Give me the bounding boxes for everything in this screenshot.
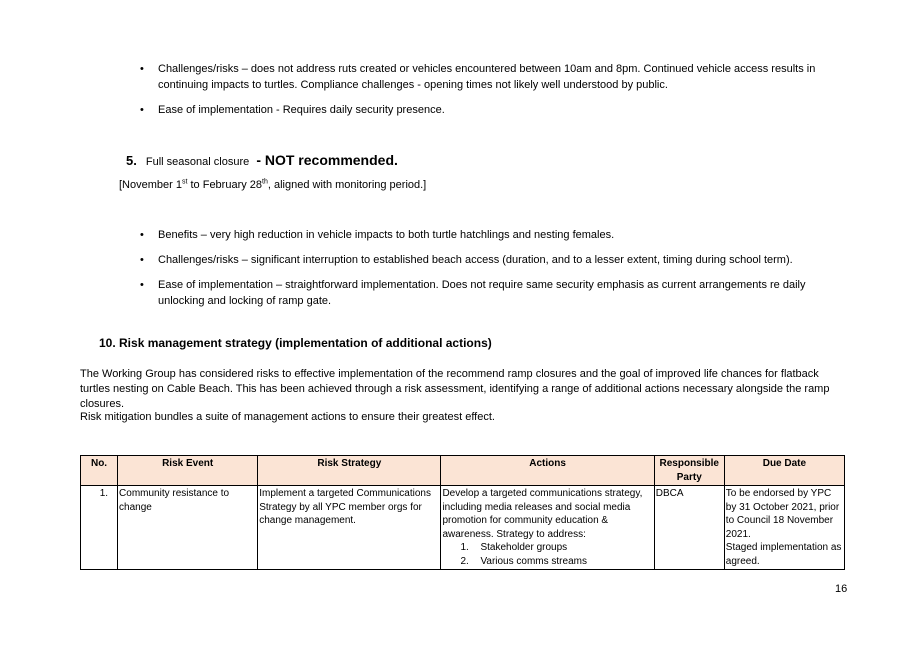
date-note: [November 1st to February 28th, aligned with monitoring period.] xyxy=(119,178,427,191)
column-header: Responsible Party xyxy=(654,456,724,486)
heading-emphasis: - NOT recommended. xyxy=(256,152,398,168)
column-header: Risk Strategy xyxy=(258,456,441,486)
actions-text: Develop a targeted communications strategy, including media releases and social media promotion for community education & awareness. Strategy to address: xyxy=(442,488,643,540)
bullet-dot-icon: • xyxy=(140,229,144,241)
table-row xyxy=(81,486,845,570)
bullet-item xyxy=(140,61,840,93)
bullet-item xyxy=(140,227,840,243)
cell-risk-strategy: Implement a targeted Communications Strategy by all YPC member orgs for change management. xyxy=(258,486,441,570)
table-header-row xyxy=(81,456,845,486)
bullet-list-top xyxy=(140,61,840,118)
section-paragraph: The Working Group has considered risks to effective implementation of the recommend ramp closures and the goal of improved life chances for flatback turtles nesting on Cable Beach. This has been achieved through a risk assessment, identifying a range of additional actions necessary alongside the ramp closures. xyxy=(80,368,830,410)
bullet-item xyxy=(140,252,840,268)
bullet-dot-icon: • xyxy=(140,254,144,266)
cell-no: 1. xyxy=(81,486,118,570)
heading-number: 5. xyxy=(126,153,137,168)
page-number: 16 xyxy=(835,583,848,595)
bullet-text: Ease of implementation - Requires daily security presence. xyxy=(158,104,445,116)
bullet-dot-icon: • xyxy=(140,279,144,291)
column-header: Actions xyxy=(441,456,654,486)
option-heading xyxy=(126,150,398,172)
heading-text: Full seasonal closure xyxy=(145,156,250,168)
bullet-text: Ease of implementation – straightforward implementation. Does not require same security emphasis as current arrangements re daily unlocking and locking of ramp gate. xyxy=(158,279,806,307)
bullet-text: Benefits – very high reduction in vehicle impacts to both turtle hatchlings and nesting females. xyxy=(158,229,615,241)
bullet-item xyxy=(140,277,840,309)
column-header: No. xyxy=(81,456,118,486)
bullet-dot-icon: • xyxy=(140,63,144,75)
list-item: 2. Various comms streams xyxy=(460,555,587,567)
bullet-item xyxy=(140,102,840,118)
actions-list xyxy=(442,541,652,568)
bullet-dot-icon: • xyxy=(140,104,144,116)
bullet-text: Challenges/risks – significant interruption to established beach access (duration, and to a lesser extent, timing during school term). xyxy=(158,254,793,266)
cell-due-date: To be endorsed by YPC by 31 October 2021, prior to Council 18 November 2021. Staged implementation as agreed. xyxy=(724,486,844,570)
list-item: 1. Stakeholder groups xyxy=(460,542,568,553)
cell-risk-event: Community resistance to change xyxy=(118,486,258,570)
column-header: Due Date xyxy=(724,456,844,486)
cell-actions xyxy=(441,486,654,570)
column-header: Risk Event xyxy=(118,456,258,486)
section-heading: 10. Risk management strategy (implementation of additional actions) xyxy=(99,336,492,350)
cell-responsible-party: DBCA xyxy=(654,486,724,570)
section-paragraph: Risk mitigation bundles a suite of management actions to ensure their greatest effect. xyxy=(80,411,495,423)
bullet-text: Challenges/risks – does not address ruts created or vehicles encountered between 10am and 8pm. Continued vehicle access results in continuing impacts to turtles. Compliance challenges - opening times not likely well understood by public. xyxy=(158,63,816,91)
risk-table xyxy=(80,455,845,570)
bullet-list-mid xyxy=(140,227,840,309)
